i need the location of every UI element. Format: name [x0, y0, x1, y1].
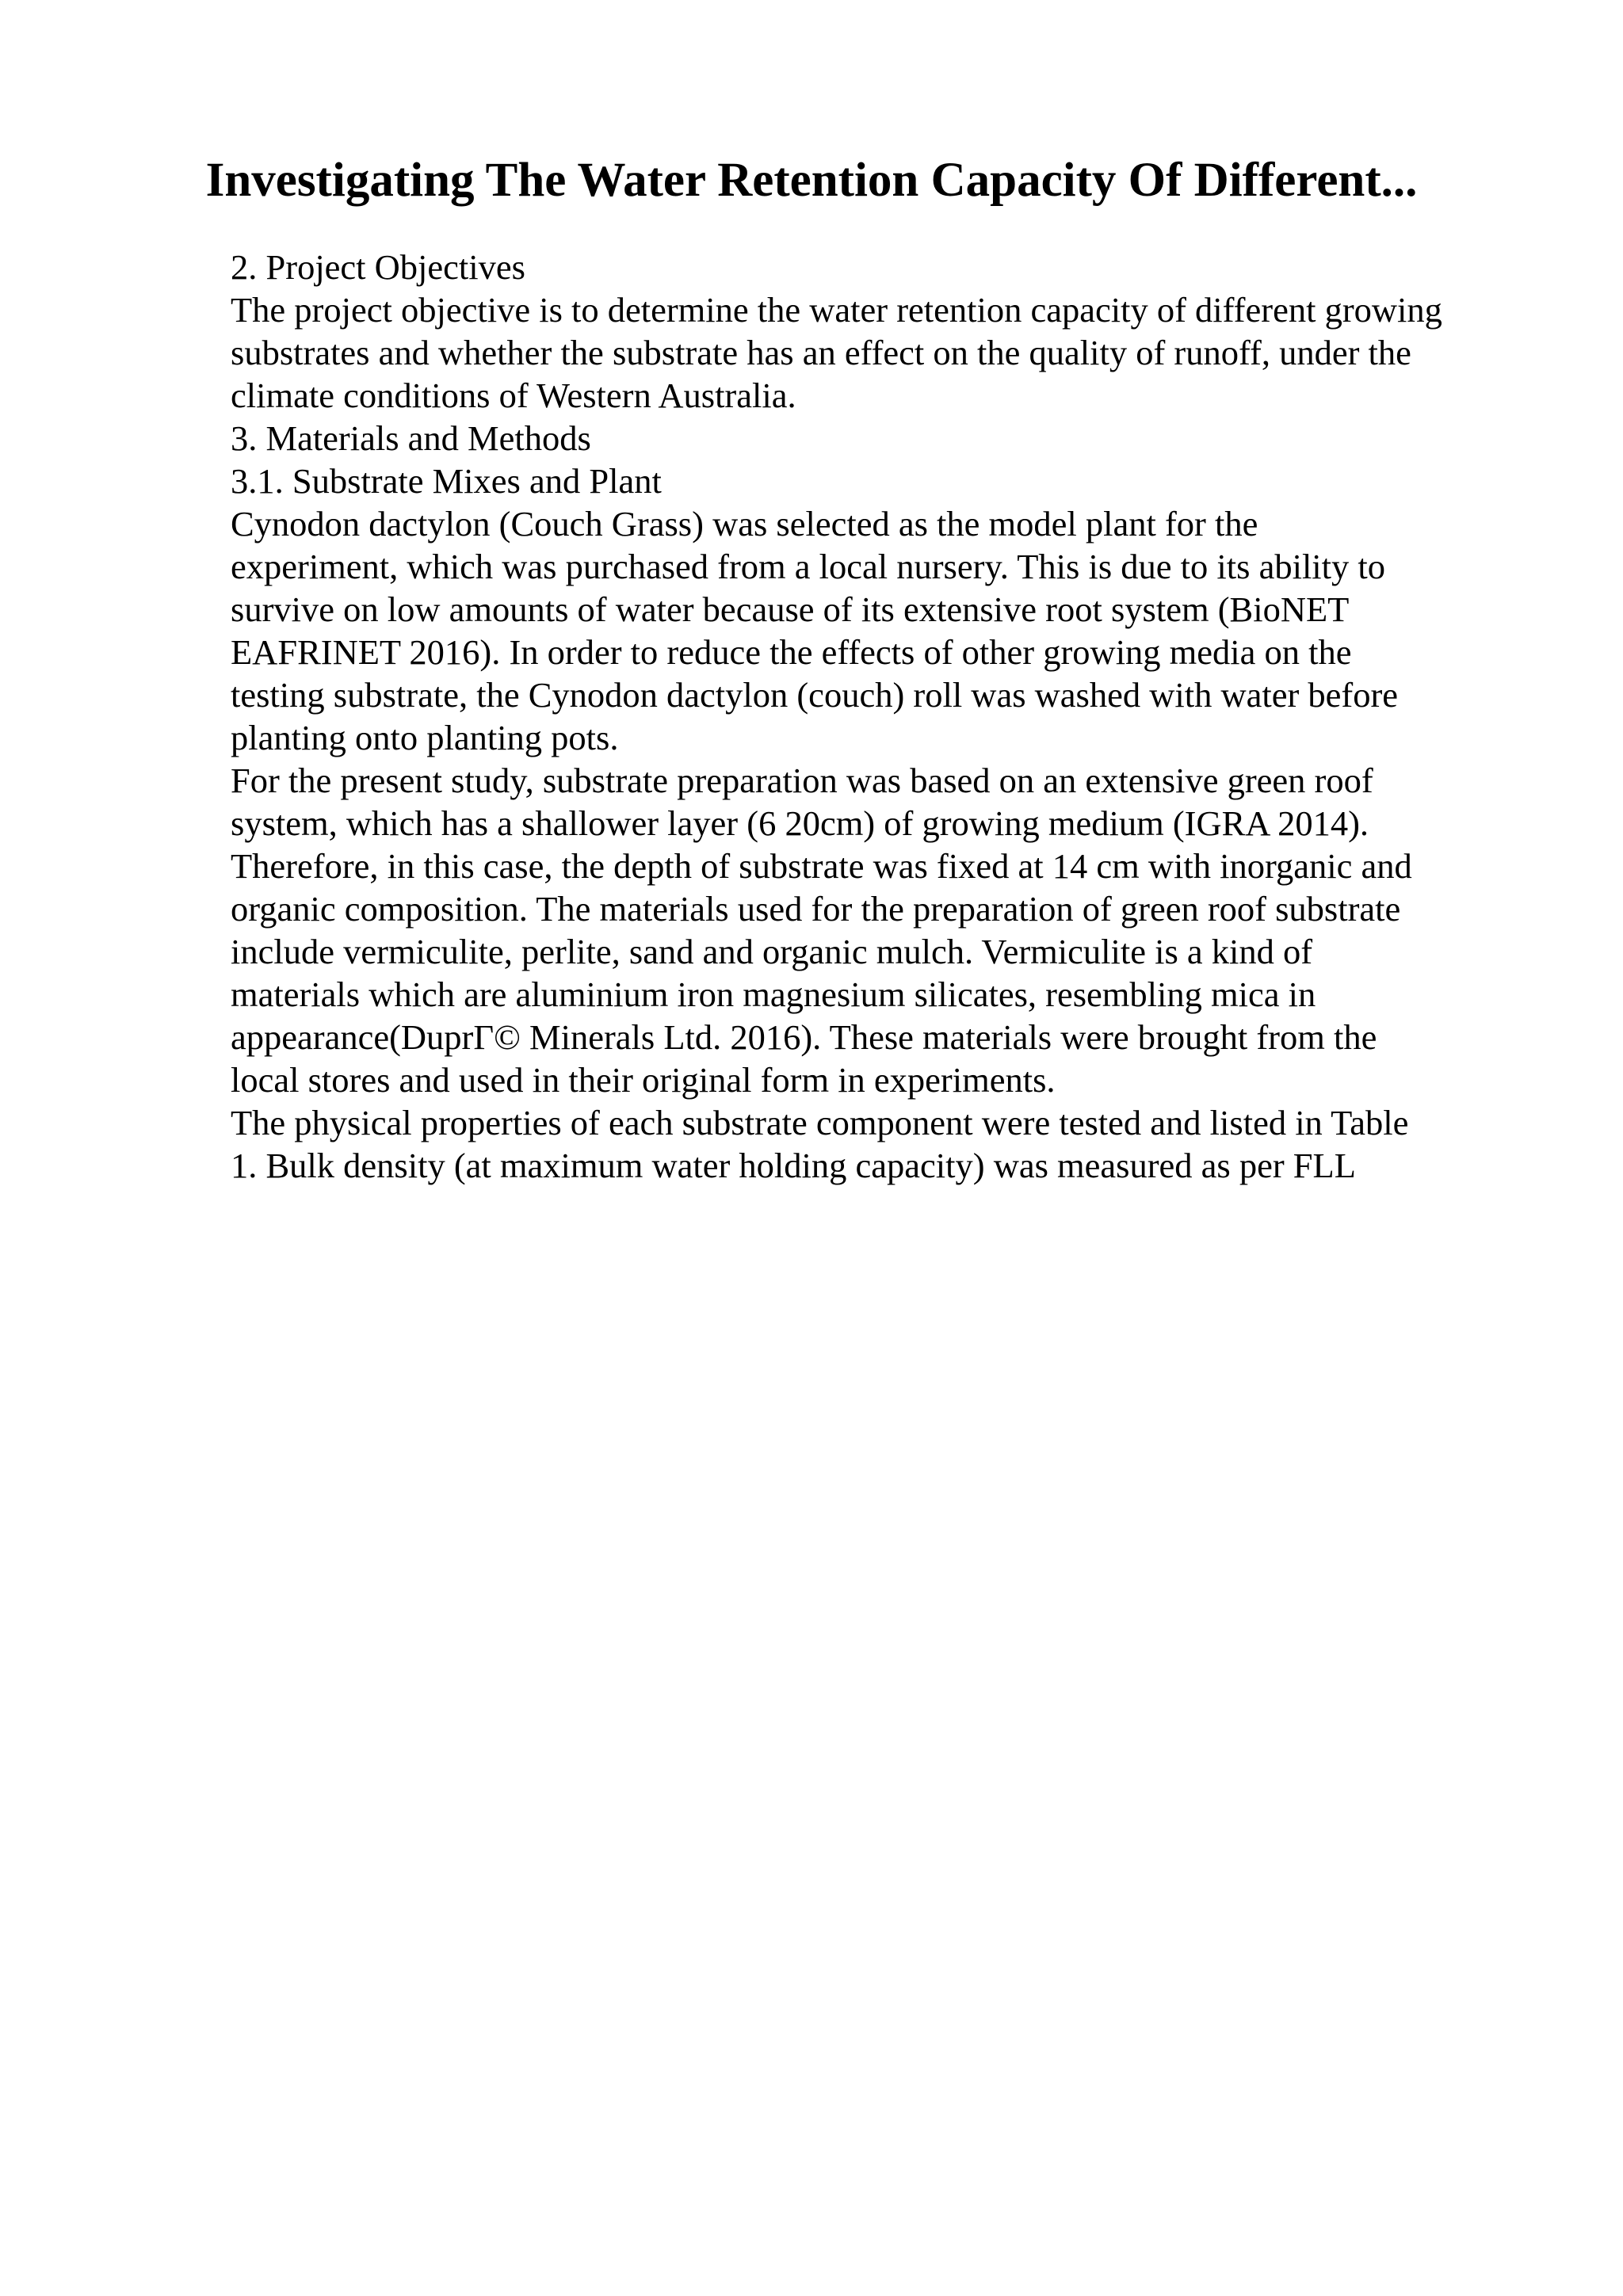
text-line: Cynodon dactylon (Couch Grass) was selected as the model plant for the: [231, 504, 1258, 543]
text-line: planting onto planting pots.: [231, 718, 619, 757]
text-line: organic composition. The materials used for the preparation of green roof substrate: [231, 889, 1401, 929]
text-line: The project objective is to determine the water retention capacity of different growing: [231, 290, 1442, 330]
text-line: materials which are aluminium iron magnesium silicates, resembling mica in: [231, 974, 1316, 1014]
heading-materials-and-methods: 3. Materials and Methods: [231, 418, 591, 458]
text-line: system, which has a shallower layer (6 20cm) of growing medium (IGRA 2014).: [231, 803, 1369, 843]
document-body: [231, 246, 1530, 1187]
text-line: appearance(DuprΓ© Minerals Ltd. 2016). These materials were brought from the: [231, 1017, 1377, 1057]
text-line: substrates and whether the substrate has an effect on the quality of runoff, under the: [231, 333, 1411, 372]
heading-project-objectives: 2. Project Objectives: [231, 247, 525, 287]
text-line: The physical properties of each substrate component were tested and listed in Table: [231, 1103, 1409, 1142]
text-line: Therefore, in this case, the depth of substrate was fixed at 14 cm with inorganic and: [231, 846, 1412, 886]
document-title: Investigating The Water Retention Capacity Of Different...: [205, 154, 1418, 207]
text-line: survive on low amounts of water because of its extensive root system (BioNET: [231, 589, 1350, 629]
text-line: include vermiculite, perlite, sand and organic mulch. Vermiculite is a kind of: [231, 932, 1313, 971]
text-line: EAFRINET 2016). In order to reduce the effects of other growing media on the: [231, 632, 1352, 672]
text-line: experiment, which was purchased from a local nursery. This is due to its ability to: [231, 547, 1386, 586]
text-line: climate conditions of Western Australia.: [231, 376, 796, 415]
text-line: local stores and used in their original form in experiments.: [231, 1060, 1056, 1100]
heading-substrate-mixes-and-plant: 3.1. Substrate Mixes and Plant: [231, 461, 662, 501]
text-line: For the present study, substrate preparation was based on an extensive green roof: [231, 761, 1373, 800]
text-line: 1. Bulk density (at maximum water holding capacity) was measured as per FLL: [231, 1146, 1356, 1185]
text-line: testing substrate, the Cynodon dactylon (couch) roll was washed with water before: [231, 675, 1399, 715]
